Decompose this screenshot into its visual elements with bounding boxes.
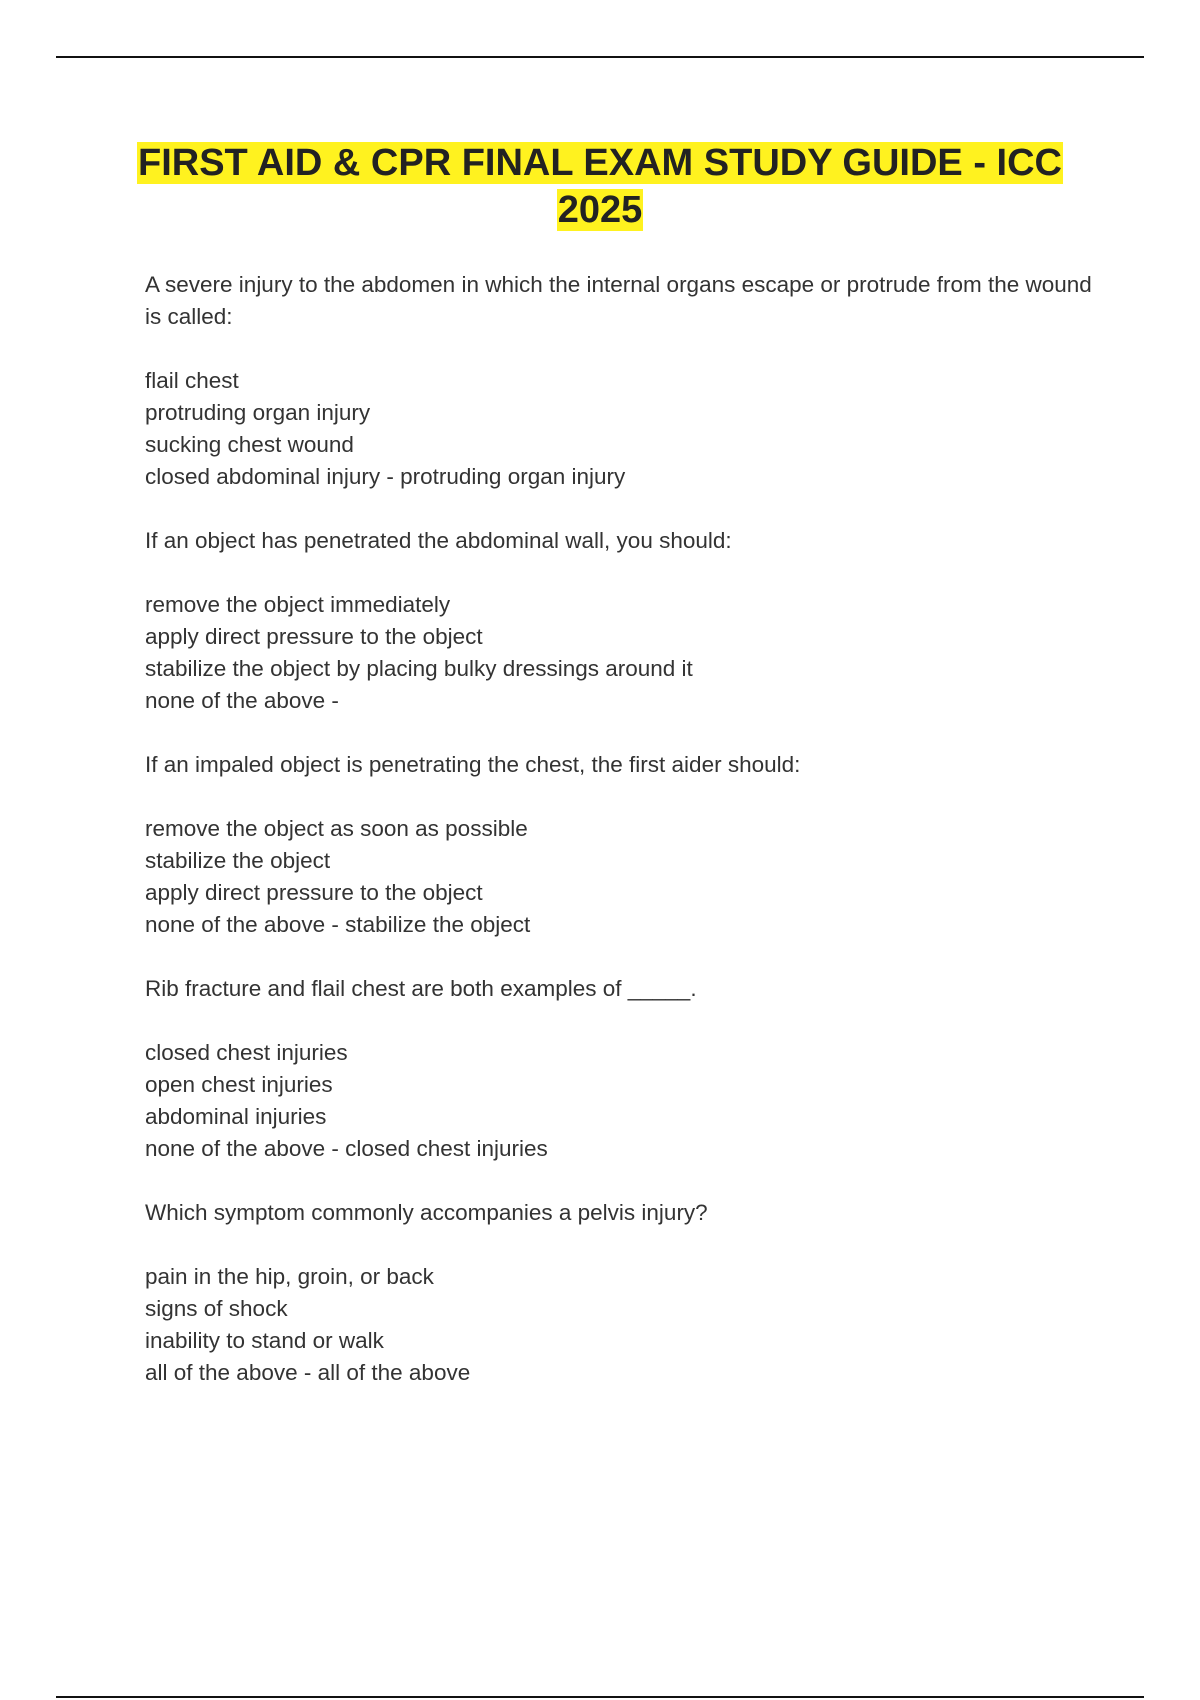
answer-option: closed chest injuries [145,1040,348,1065]
question-block [145,973,1105,1165]
answer-option: closed abdominal injury - protruding organ injury [145,464,626,489]
question-text: If an impaled object is penetrating the chest, the first aider should: [145,752,801,777]
document-title [100,140,1100,234]
answer-option: apply direct pressure to the object [145,624,483,649]
answer-option: apply direct pressure to the object [145,880,483,905]
answer-option: remove the object as soon as possible [145,816,528,841]
answer-option: protruding organ injury [145,400,371,425]
answer-option: remove the object immediately [145,592,451,617]
answer-option: inability to stand or walk [145,1328,384,1353]
question-block [145,1197,1105,1389]
question-block [145,525,1105,717]
question-text: Which symptom commonly accompanies a pelvis injury? [145,1200,708,1225]
question-text: A severe injury to the abdomen in which the internal organs escape or protrude from the wound is called: [145,272,1092,329]
top-rule [56,56,1144,58]
answer-option: none of the above - closed chest injuries [145,1136,548,1161]
answer-option: open chest injuries [145,1072,333,1097]
questions-list [145,269,1105,1421]
answer-option: sucking chest wound [145,432,354,457]
question-text: If an object has penetrated the abdominal wall, you should: [145,528,732,553]
answer-option: flail chest [145,368,239,393]
answer-option: none of the above - [145,688,339,713]
answer-option: pain in the hip, groin, or back [145,1264,434,1289]
question-block [145,269,1105,493]
answer-option: stabilize the object by placing bulky dressings around it [145,656,693,681]
answer-option: abdominal injuries [145,1104,327,1129]
bottom-rule [56,1696,1144,1698]
answer-option: stabilize the object [145,848,331,873]
answer-option: signs of shock [145,1296,288,1321]
question-text: Rib fracture and flail chest are both examples of _____. [145,976,697,1001]
answer-option: none of the above - stabilize the object [145,912,531,937]
question-block [145,749,1105,941]
answer-option: all of the above - all of the above [145,1360,471,1385]
title-highlight: FIRST AID & CPR FINAL EXAM STUDY GUIDE - ICC 2025 [137,142,1062,231]
